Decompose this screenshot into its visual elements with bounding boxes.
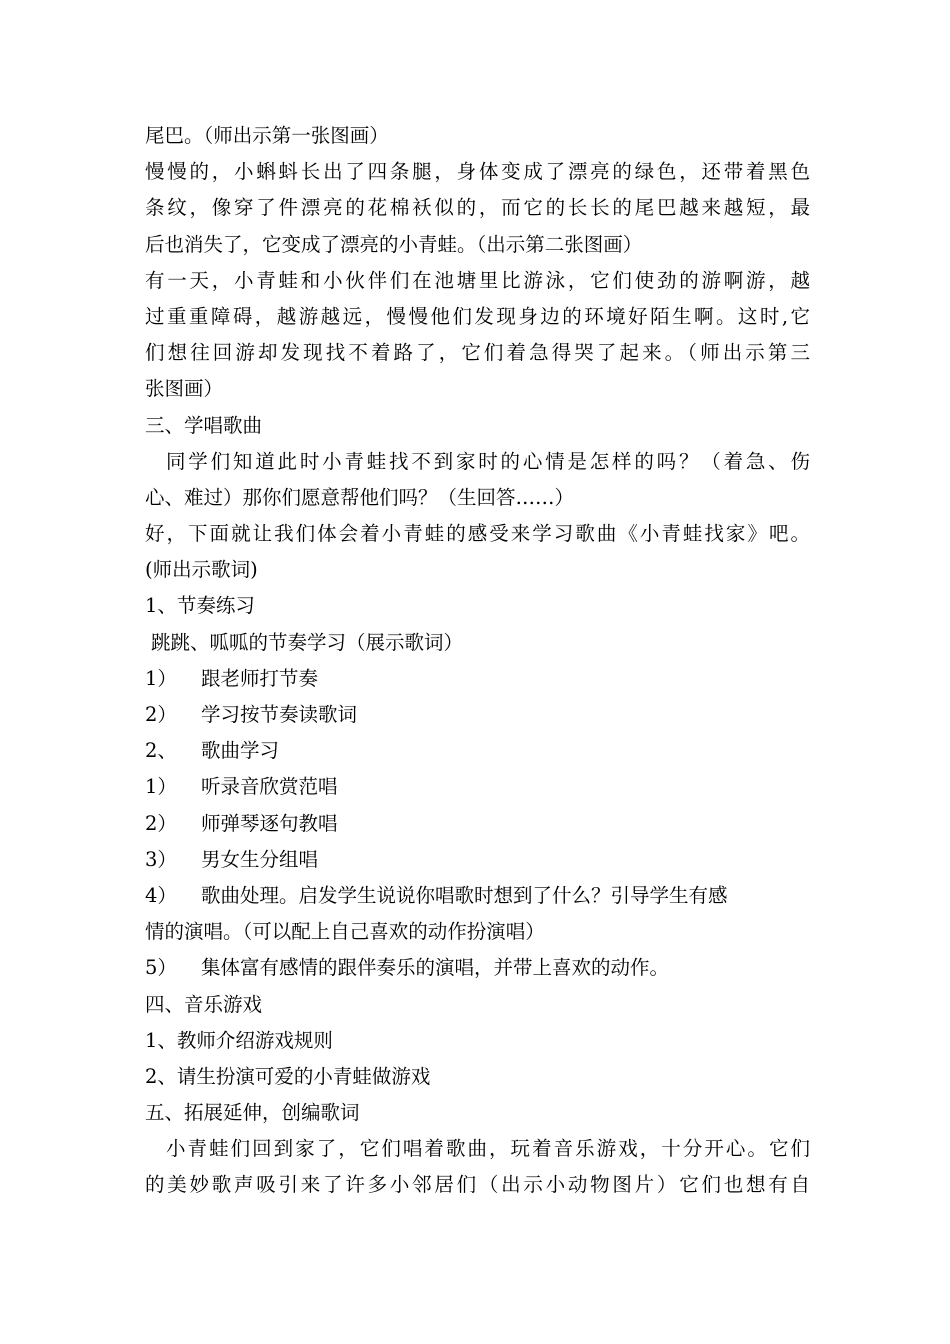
subsection-heading: 1、教师介绍游戏规则 <box>145 1028 333 1052</box>
list-item-text: 集体富有感情的跟伴奏乐的演唱，并带上喜欢的动作。 <box>201 956 670 980</box>
list-item <box>145 878 810 914</box>
list-marker: 1） <box>145 666 177 690</box>
paragraph-line: 好，下面就让我们体会着小青蛙的感受来学习歌曲《小青蛙找家》吧。 <box>145 522 810 546</box>
list-marker: 2） <box>145 703 177 726</box>
list-item <box>145 697 810 733</box>
list-item-text: 听录音欣赏范唱 <box>201 775 338 799</box>
list-marker: 1） <box>145 775 177 799</box>
list-marker: 4） <box>145 883 177 907</box>
paragraph-line: 慢慢的，小蝌蚪长出了四条腿，身体变成了漂亮的绿色，还带着黑色 <box>145 160 810 184</box>
list-item <box>145 950 810 986</box>
subsection-heading: 1、节奏练习 <box>145 594 255 618</box>
paragraph-line: 尾巴。（师出示第一张图画） <box>145 124 389 147</box>
paragraph-line: 有一天，小青蛙和小伙伴们在池塘里比游泳，它们使劲的游啊游，越 <box>145 268 810 292</box>
list-marker: 5） <box>145 956 177 980</box>
list-marker: 2） <box>145 811 177 835</box>
list-marker: 2、 <box>145 739 177 763</box>
section-heading: 五、拓展延伸，创编歌词 <box>145 1101 360 1125</box>
list-marker: 3） <box>145 847 177 871</box>
list-item-text: 学习按节奏读歌词 <box>201 703 358 726</box>
list-item <box>145 733 810 769</box>
list-item <box>145 806 810 842</box>
list-item <box>145 661 810 697</box>
list-item <box>145 842 810 878</box>
paragraph-line: 张图画） <box>145 377 224 401</box>
document-body <box>145 118 810 1204</box>
list-item-text: 师弹琴逐句教唱 <box>201 811 338 835</box>
paragraph-line: 们想往回游却发现找不着路了，它们着急得哭了起来。（师出示第三 <box>145 341 810 365</box>
paragraph-line: 同学们知道此时小青蛙找不到家时的心情是怎样的吗？（着急、伤 <box>166 449 810 473</box>
list-item <box>145 769 810 805</box>
paragraph-line: 心、难过）那你们愿意帮他们吗？（生回答……） <box>145 485 575 509</box>
list-item-text: 歌曲处理。启发学生说说你唱歌时想到了什么？引导学生有感 <box>201 883 728 907</box>
list-item-text: 跟老师打节奏 <box>201 666 319 690</box>
paragraph-line: 跳跳、呱呱的节奏学习（展示歌词） <box>151 630 464 654</box>
section-heading: 四、音乐游戏 <box>145 992 263 1016</box>
section-heading: 三、学唱歌曲 <box>145 413 263 437</box>
paragraph-line: 过重重障碍，越游越远，慢慢他们发现身边的环境好陌生啊。这时,它 <box>145 304 810 328</box>
list-item-text: 男女生分组唱 <box>201 847 319 871</box>
list-item-text: 歌曲学习 <box>201 739 280 763</box>
paragraph-line: 小青蛙们回到家了，它们唱着歌曲，玩着音乐游戏，十分开心。它们 <box>166 1137 810 1161</box>
paragraph-line: 条纹，像穿了件漂亮的花棉袄似的，而它的长长的尾巴越来越短，最 <box>145 196 810 220</box>
subsection-heading: 2、请生扮演可爱的小青蛙做游戏 <box>145 1064 431 1088</box>
paragraph-line: 后也消失了，它变成了漂亮的小青蛙。（出示第二张图画） <box>145 232 643 256</box>
paragraph-line: 情的演唱。（可以配上自己喜欢的动作扮演唱） <box>145 920 545 944</box>
paragraph-line: 的美妙歌声吸引来了许多小邻居们（出示小动物图片）它们也想有自 <box>145 1173 810 1197</box>
paragraph-line: (师出示歌词) <box>145 558 258 582</box>
